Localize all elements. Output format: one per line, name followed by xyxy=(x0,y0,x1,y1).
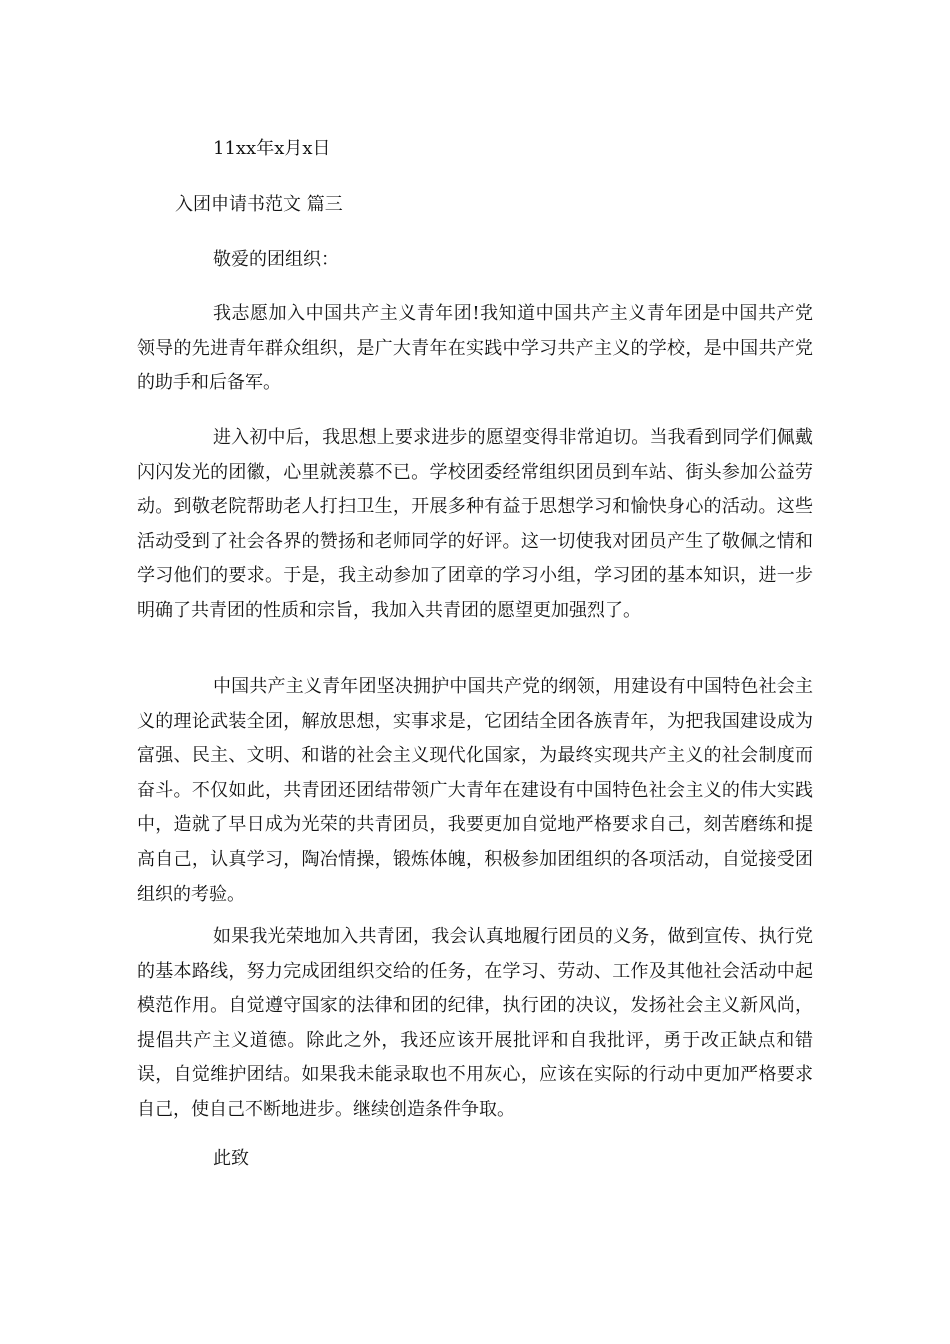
paragraph-4: 如果我光荣地加入共青团，我会认真地履行团员的义务，做到宣传、执行党的基本路线，努力完成团组织交给的任务，在学习、劳动、工作及其他社会活动中起模范作用。自觉遵守国家的法律和团的纪律，执行团的决议，发扬社会主义新风尚，提倡共产主义道德。除此之外，我还应该开展批评和自我批评，勇于改正缺点和错误，自觉维护团结。如果我未能录取也不用灰心，应该在实际的行动中更加严格要求自己，使自己不断地进步。继续创造条件争取。 xyxy=(137,926,813,1120)
closing: 此致 xyxy=(213,1148,249,1169)
paragraph-3: 中国共产主义青年团坚决拥护中国共产党的纲领，用建设有中国特色社会主义的理论武装全团，解放思想，实事求是，它团结全团各族青年，为把我国建设成为富强、民主、文明、和谐的社会主义现代化国家，为最终实现共产主义的社会制度而奋斗。不仅如此，共青团还团结带领广大青年在建设有中国特色社会主义的伟大实践中，造就了早日成为光荣的共青团员，我要更加自觉地严格要求自己，刻苦磨练和提高自己，认真学习，陶冶情操，锻炼体魄，积极参加团组织的各项活动，自觉接受团组织的考验。 xyxy=(137,676,813,905)
date-line: 11xx年x月x日 xyxy=(213,138,331,159)
salutation: 敬爱的团组织： xyxy=(213,249,339,270)
section-title: 入团申请书范文 篇三 xyxy=(175,194,343,215)
paragraph-2: 进入初中后，我思想上要求进步的愿望变得非常迫切。当我看到同学们佩戴闪闪发光的团徽，心里就羡慕不已。学校团委经常组织团员到车站、街头参加公益劳动。到敬老院帮助老人打扫卫生，开展多种有益于思想学习和愉快身心的活动。这些活动受到了社会各界的赞扬和老师同学的好评。这一切使我对团员产生了敬佩之情和学习他们的要求。于是，我主动参加了团章的学习小组，学习团的基本知识，进一步明确了共青团的性质和宗旨，我加入共青团的愿望更加强烈了。 xyxy=(137,427,813,621)
paragraph-1: 我志愿加入中国共产主义青年团!我知道中国共产主义青年团是中国共产党领导的先进青年群众组织，是广大青年在实践中学习共产主义的学校，是中国共产党的助手和后备军。 xyxy=(137,303,813,394)
